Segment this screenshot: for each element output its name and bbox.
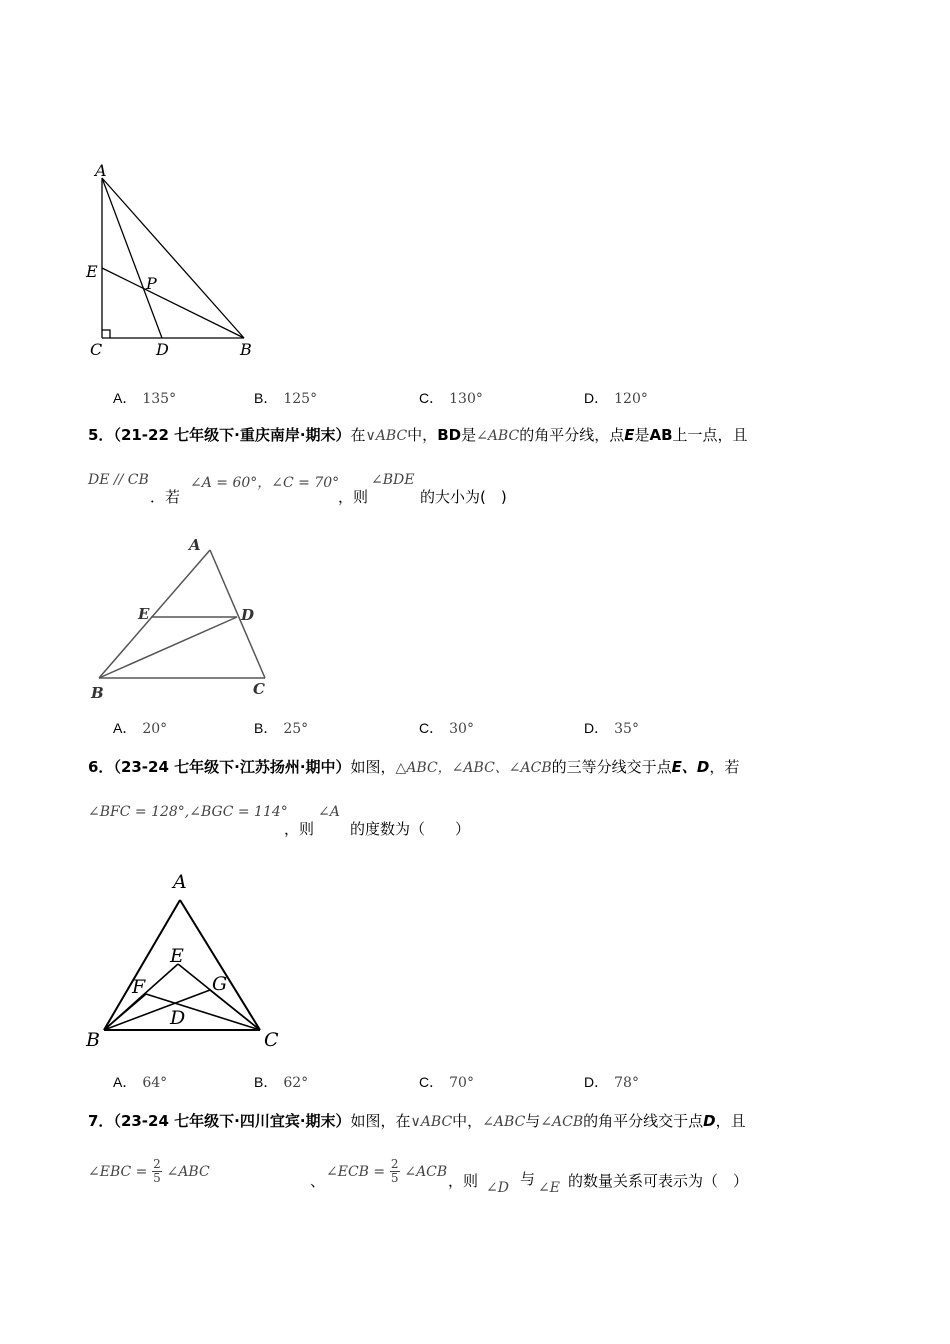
label-a: A — [95, 161, 107, 180]
label-b: B — [91, 684, 104, 702]
label-a: A — [173, 871, 187, 893]
q7-eq2: ∠ECB = $\frac{2}{5}$ ∠ACB — [326, 1157, 448, 1185]
option-c[interactable]: C． 30° — [419, 720, 474, 737]
label-e: E — [86, 262, 98, 281]
label-a: A — [189, 536, 201, 554]
label-c: C — [90, 340, 103, 359]
q5-line1: 5．（21-22 七年级下·重庆南岸·期末）在∨ABC中，BD是∠ABC的角平分线，点E是AB上一点，且 — [88, 426, 748, 444]
label-p: P — [146, 274, 157, 293]
label-d: D — [170, 1007, 186, 1029]
option-c[interactable]: C． 130° — [419, 390, 483, 407]
question-source: （23-24 七年级下·江苏扬州·期中） — [113, 758, 351, 776]
label-e: E — [170, 945, 184, 967]
label-c: C — [264, 1029, 279, 1051]
label-d: D — [241, 606, 255, 624]
q6-line1: 6．（23-24 七年级下·江苏扬州·期中）如图，△ABC，∠ABC、∠ACB的三等分线交于点E、D，若 — [88, 758, 740, 776]
question-source: （23-24 七年级下·四川宜宾·期末） — [113, 1112, 351, 1130]
option-b[interactable]: B． 25° — [254, 720, 309, 737]
label-g: G — [212, 973, 228, 995]
option-b[interactable]: B． 62° — [254, 1074, 309, 1091]
q6-options — [113, 1072, 713, 1094]
question-number: 7． — [88, 1112, 114, 1130]
q7-line1: 7．（23-24 七年级下·四川宜宾·期末）如图，在∨ABC中，∠ABC与∠ACB的角平分线交于点D，且 — [88, 1112, 746, 1130]
label-f: F — [132, 976, 146, 998]
label-b: B — [240, 340, 252, 359]
option-a[interactable]: A． 64° — [113, 1074, 168, 1091]
figure-triangle-q5 — [85, 530, 285, 705]
option-d[interactable]: D． 35° — [584, 720, 639, 737]
question-source: （21-22 七年级下·重庆南岸·期末） — [113, 426, 351, 444]
question-number: 6． — [88, 758, 114, 776]
label-e: E — [138, 605, 150, 623]
q7-eq1: ∠EBC = $\frac{2}{5}$ ∠ABC — [88, 1157, 210, 1185]
option-c[interactable]: C． 70° — [419, 1074, 474, 1091]
option-d[interactable]: D． 78° — [584, 1074, 639, 1091]
figure-right-triangle-abc — [80, 160, 280, 360]
q4-options — [113, 388, 713, 410]
option-a[interactable]: A． 135° — [113, 390, 177, 407]
option-d[interactable]: D． 120° — [584, 390, 648, 407]
label-d: D — [156, 340, 169, 359]
figure-triangle-q6 — [80, 862, 300, 1052]
q5-options — [113, 718, 713, 740]
label-c: C — [253, 680, 265, 698]
label-b: B — [86, 1029, 100, 1051]
option-a[interactable]: A． 20° — [113, 720, 168, 737]
question-number: 5． — [88, 426, 114, 444]
option-b[interactable]: B． 125° — [254, 390, 318, 407]
